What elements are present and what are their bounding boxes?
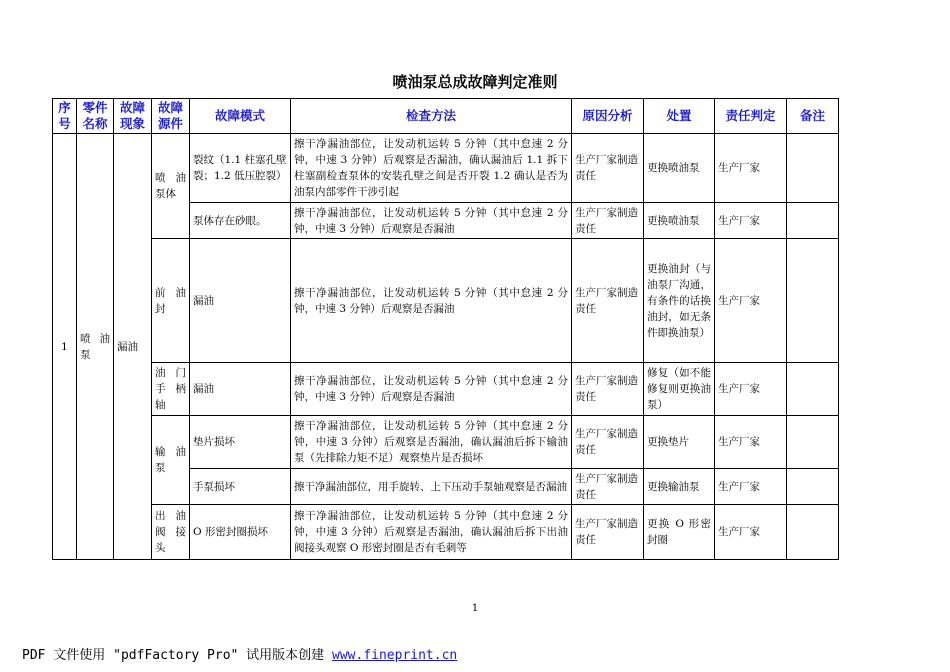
fault-source-cell: 前油封 [152,239,190,363]
table-row [53,134,839,203]
note-cell [787,416,839,469]
header-cause: 原因分析 [572,99,644,134]
note-cell [787,239,839,363]
fault-mode-cell: 垫片损坏 [190,416,291,469]
page-number: 1 [471,603,479,614]
check-method-cell: 擦干净漏油部位，让发动机运转 5 分钟（其中怠速 2 分钟，中速 3 分钟）后观察是否漏油 [291,239,572,363]
action-cell: 修复（如不能修复则更换油泵） [644,363,715,416]
check-method-cell: 擦干净漏油部位，让发动机运转 5 分钟（其中怠速 2 分钟，中速 3 分钟）后观察是否漏油，确认漏油后 1.1 拆下柱塞副检查泵体的安装孔壁之间是否开裂 1.2 确认是否为油泵内部零件干涉引起 [291,134,572,203]
cause-cell: 生产厂家制造责任 [572,505,644,560]
responsibility-cell: 生产厂家 [715,203,787,239]
action-cell: 更换喷油泵 [644,203,715,239]
cause-cell: 生产厂家制造责任 [572,203,644,239]
fault-mode-cell: 漏油 [190,363,291,416]
note-cell [787,363,839,416]
action-cell: 更换 O 形密封圈 [644,505,715,560]
pdf-footer [22,644,457,663]
cause-cell: 生产厂家制造责任 [572,239,644,363]
symptom-cell: 漏油 [114,134,152,560]
cause-cell: 生产厂家制造责任 [572,416,644,469]
fault-mode-cell: O 形密封圈损坏 [190,505,291,560]
part-name-cell: 喷油泵 [77,134,114,560]
responsibility-cell: 生产厂家 [715,469,787,505]
fault-source-cell: 油门手柄轴 [152,363,190,416]
responsibility-cell: 生产厂家 [715,239,787,363]
header-action: 处置 [644,99,715,134]
seq-cell: 1 [53,134,77,560]
responsibility-cell: 生产厂家 [715,416,787,469]
cause-cell: 生产厂家制造责任 [572,469,644,505]
header-responsibility: 责任判定 [715,99,787,134]
note-cell [787,505,839,560]
header-seq: 序号 [53,99,77,134]
fault-mode-cell: 泵体存在砂眼。 [190,203,291,239]
table-header-row [53,99,839,134]
fault-mode-cell: 裂纹（1.1 柱塞孔壁裂；1.2 低压腔裂） [190,134,291,203]
fault-mode-cell: 漏油 [190,239,291,363]
check-method-cell: 擦干净漏油部位，让发动机运转 5 分钟（其中怠速 2 分钟，中速 3 分钟）后观察是否漏油，确认漏油后拆下出油阀接头观察 O 形密封圈是否有毛刺等 [291,505,572,560]
table-row [53,505,839,560]
table-row [53,239,839,363]
cause-cell: 生产厂家制造责任 [572,363,644,416]
check-method-cell: 擦干净漏油部位，让发动机运转 5 分钟（其中怠速 2 分钟，中速 3 分钟）后观察是否漏油 [291,203,572,239]
note-cell [787,469,839,505]
table-row [53,416,839,469]
check-method-cell: 擦干净漏油部位，用手旋转、上下压动手泵轴观察是否漏油 [291,469,572,505]
table-row [53,363,839,416]
note-cell [787,134,839,203]
check-method-cell: 擦干净漏油部位，让发动机运转 5 分钟（其中怠速 2 分钟，中速 3 分钟）后观察是否漏油 [291,363,572,416]
action-cell: 更换垫片 [644,416,715,469]
header-part-name: 零件名称 [77,99,114,134]
footer-link[interactable]: www.fineprint.cn [332,648,458,663]
document-title: 喷油泵总成故障判定准则 [392,73,558,91]
header-fault-mode: 故障模式 [190,99,291,134]
cause-cell: 生产厂家制造责任 [572,134,644,203]
header-note: 备注 [787,99,839,134]
fault-source-cell: 喷油泵体 [152,134,190,239]
check-method-cell: 擦干净漏油部位，让发动机运转 5 分钟（其中怠速 2 分钟，中速 3 分钟）后观察是否漏油，确认漏油后拆下输油泵（先排除力矩不足）观察垫片是否损坏 [291,416,572,469]
header-fault-source: 故障源件 [152,99,190,134]
fault-source-cell: 出油阀接头 [152,505,190,560]
action-cell: 更换油封（与油泵厂沟通，有条件的话换油封，如无条件即换油泵） [644,239,715,363]
header-check-method: 检查方法 [291,99,572,134]
header-symptom: 故障现象 [114,99,152,134]
fault-criteria-table [52,98,839,560]
fault-source-cell: 输油泵 [152,416,190,505]
note-cell [787,203,839,239]
responsibility-cell: 生产厂家 [715,363,787,416]
responsibility-cell: 生产厂家 [715,134,787,203]
action-cell: 更换喷油泵 [644,134,715,203]
footer-text: PDF 文件使用 "pdfFactory Pro" 试用版本创建 [22,648,333,663]
responsibility-cell: 生产厂家 [715,505,787,560]
action-cell: 更换输油泵 [644,469,715,505]
fault-mode-cell: 手泵损坏 [190,469,291,505]
